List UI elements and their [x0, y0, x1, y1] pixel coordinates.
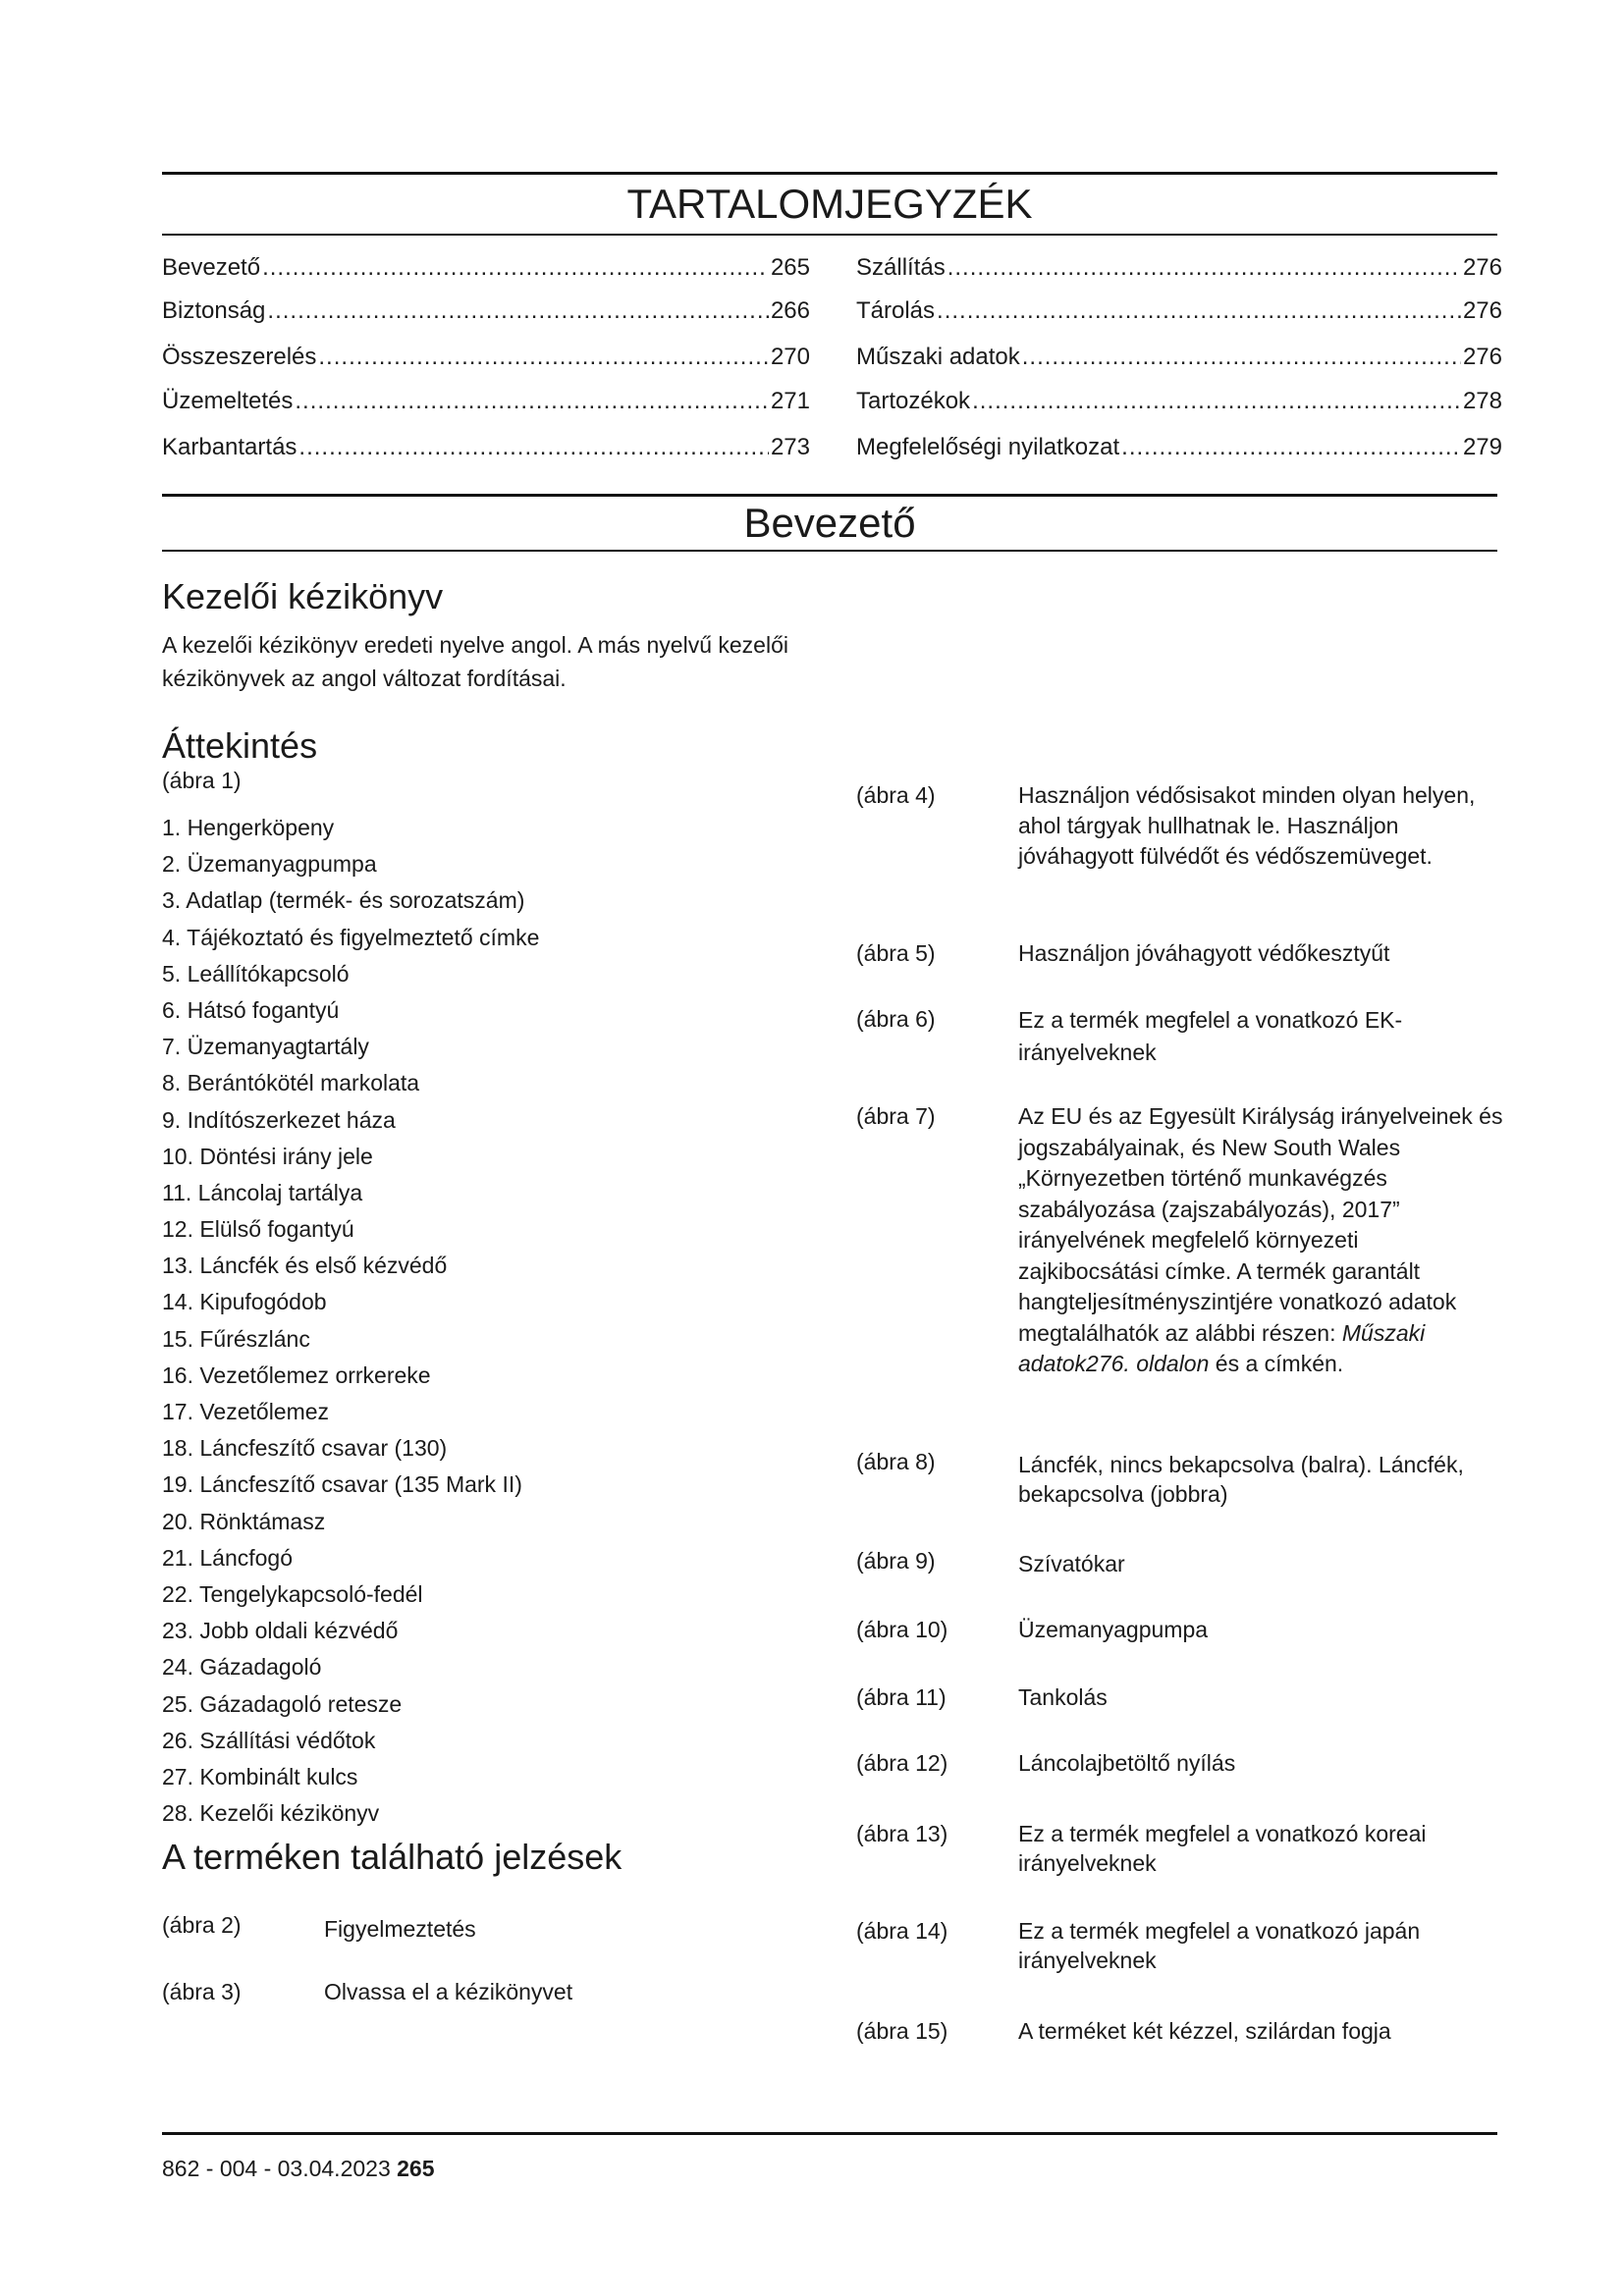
manual-text: A kezelői kézikönyv eredeti nyelve angol. A más nyelvű kezelői kézikönyvek az angol változat fordításai. [162, 632, 788, 691]
symbol-text: Üzemanyagpumpa [1018, 1617, 1209, 1642]
symbol-ref: (ábra 13) [856, 1821, 948, 1846]
symbol-text: Figyelmeztetés [324, 1916, 476, 1942]
list-item: 24. Gázadagoló [162, 1654, 322, 1681]
intro-title: Bevezető [743, 500, 916, 546]
symbol-text: Az EU és az Egyesült Királyság irányelveinek és jogszabályainak, és New South Wales „Környezetben történő munkavégzés szabályozása (zajszabályozás), 2017” irányelvének megfelelő környezeti zajkibocsátási címke. A termék garantált hangteljesítményszintjére vonatkozó adatok megtalálhatók az alábbi részen: Műszaki adatok276. oldalon és a címkén. [1018, 1103, 1503, 1376]
symbol-text: Szívatókar [1018, 1551, 1125, 1576]
intro-top-rule [162, 494, 1497, 497]
symbol-ref: (ábra 2) [162, 1912, 242, 1938]
toc-entry[interactable]: Megfelelőségi nyilatkozat ..... 279 [856, 431, 1502, 464]
symbol-ref: (ábra 3) [162, 1979, 242, 2004]
list-item: 23. Jobb oldali kézvédő [162, 1618, 399, 1644]
list-item: 28. Kezelői kézikönyv [162, 1800, 380, 1827]
list-item: 21. Láncfogó [162, 1544, 294, 1571]
list-item: 26. Szállítási védőtok [162, 1727, 376, 1753]
list-item: 20. Rönktámasz [162, 1508, 326, 1534]
symbols-heading: A terméken található jelzések [162, 1837, 623, 1877]
toc-entry[interactable]: Üzemeltetés ..... 271 [162, 385, 810, 418]
symbol-ref: (ábra 14) [856, 1918, 948, 1944]
footer-rule [162, 2132, 1497, 2135]
toc-entry[interactable]: Tárolás ..... 276 [856, 294, 1502, 328]
list-item: 11. Láncolaj tartálya [162, 1179, 363, 1205]
symbol-ref: (ábra 12) [856, 1750, 948, 1776]
toc-title-rule [162, 234, 1497, 236]
footer-doc: 862 - 004 - 03.04.2023 [162, 2156, 391, 2181]
symbol-ref: (ábra 4) [856, 782, 936, 808]
list-item: 18. Láncfeszítő csavar (130) [162, 1435, 448, 1462]
toc-entry[interactable]: Műszaki adatok ..... 276 [856, 341, 1502, 374]
symbol-ref: (ábra 11) [856, 1684, 947, 1710]
list-item: 5. Leállítókapcsoló [162, 960, 350, 987]
parts-list [162, 813, 539, 1835]
list-item: 15. Fűrészlánc [162, 1325, 310, 1352]
toc-entry[interactable]: Karbantartás ..... 273 [162, 431, 810, 464]
symbol-ref: (ábra 9) [856, 1548, 936, 1574]
symbol-ref: (ábra 6) [856, 1006, 936, 1032]
list-item: 7. Üzemanyagtartály [162, 1034, 369, 1060]
list-item: 17. Vezetőlemez [162, 1399, 330, 1424]
list-item: 8. Berántókötél markolata [162, 1070, 420, 1096]
toc-entry[interactable]: Bevezető ..... 265 [162, 251, 810, 285]
symbol-text: Láncolajbetöltő nyílás [1018, 1750, 1236, 1776]
symbol-text: Ez a termék megfelel a vonatkozó koreai irányelveknek [1018, 1821, 1427, 1876]
symbol-ref: (ábra 8) [856, 1449, 936, 1474]
list-item: 6. Hátsó fogantyú [162, 996, 340, 1023]
toc-top-rule [162, 172, 1497, 175]
list-item: 14. Kipufogódob [162, 1289, 327, 1315]
symbol-text: Használjon védősisakot minden olyan helyen, ahol tárgyak hullhatnak le. Használjon jóváhagyott fülvédőt és védőszemüveget. [1018, 782, 1476, 869]
symbol-ref: (ábra 5) [856, 940, 936, 966]
symbol-text: Használjon jóváhagyott védőkesztyűt [1018, 940, 1390, 966]
toc-entry[interactable]: Tartozékok ..... 278 [856, 385, 1502, 418]
toc-entry[interactable]: Biztonság ..... 266 [162, 294, 810, 328]
list-item: 13. Láncfék és első kézvédő [162, 1253, 448, 1279]
list-item: 12. Elülső fogantyú [162, 1216, 354, 1243]
list-item: 3. Adatlap (termék- és sorozatszám) [162, 887, 525, 914]
list-item: 1. Hengerköpeny [162, 815, 335, 840]
symbol-text: Ez a termék megfelel a vonatkozó japán irányelveknek [1018, 1918, 1421, 1973]
manual-heading: Kezelői kézikönyv [162, 576, 444, 616]
list-item: 19. Láncfeszítő csavar (135 Mark II) [162, 1471, 522, 1498]
symbol-text: Láncfék, nincs bekapcsolva (balra). Láncfék, bekapcsolva (jobbra) [1018, 1452, 1464, 1507]
symbol-text: A terméket két kézzel, szilárdan fogja [1018, 2018, 1391, 2044]
symbol-ref: (ábra 10) [856, 1617, 948, 1642]
symbol-ref: (ábra 15) [856, 2018, 948, 2044]
page-number: 265 [397, 2156, 435, 2181]
symbol-ref: (ábra 7) [856, 1103, 936, 1129]
overview-ref: (ábra 1) [162, 768, 242, 793]
symbol-text: Olvassa el a kézikönyvet [324, 1979, 573, 2004]
intro-title-rule [162, 550, 1497, 552]
specs-link[interactable]: Műszaki adatok276. oldalon [1018, 1319, 1426, 1376]
list-item: 27. Kombinált kulcs [162, 1763, 358, 1789]
list-item: 16. Vezetőlemez orrkereke [162, 1362, 431, 1388]
toc-title: TARTALOMJEGYZÉK [626, 181, 1033, 227]
toc-entry[interactable]: Szállítás ..... 276 [856, 251, 1502, 285]
symbol-text: Ez a termék megfelel a vonatkozó EK-irányelveknek [1018, 1007, 1403, 1065]
list-item: 4. Tájékoztató és figyelmeztető címke [162, 924, 540, 950]
list-item: 22. Tengelykapcsoló-fedél [162, 1580, 423, 1607]
list-item: 10. Döntési irány jele [162, 1143, 373, 1169]
page-footer [162, 2154, 435, 2183]
list-item: 25. Gázadagoló retesze [162, 1690, 403, 1717]
overview-heading: Áttekintés [162, 725, 318, 766]
symbol-text: Tankolás [1018, 1684, 1108, 1710]
list-item: 9. Indítószerkezet háza [162, 1106, 396, 1133]
list-item: 2. Üzemanyagpumpa [162, 851, 377, 878]
toc-entry[interactable]: Összeszerelés ..... 270 [162, 341, 810, 374]
